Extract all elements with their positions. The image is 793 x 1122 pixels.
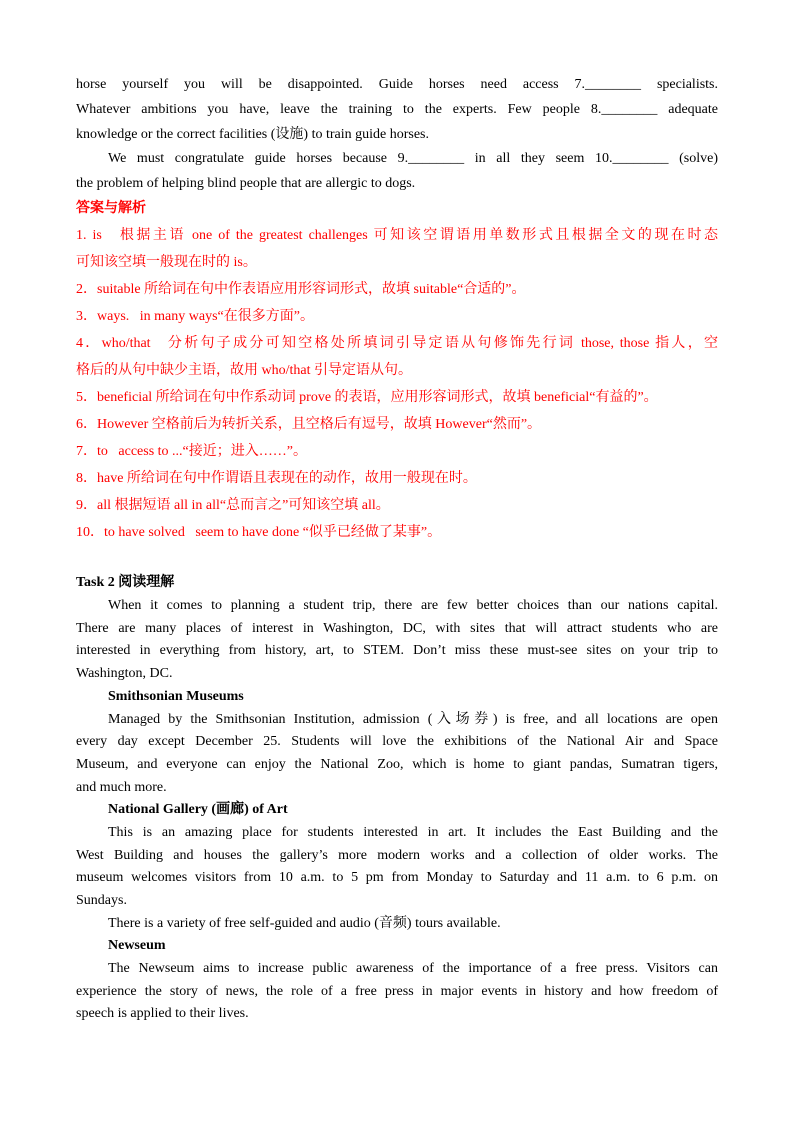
answer-item xyxy=(76,492,718,519)
answer-line: 9．all 根据短语 all in all“总而言之”可知该空填 all。 xyxy=(76,497,390,513)
passage-line: interested in everything from history, art, to STEM. Don’t miss these must-see sites on your trip to xyxy=(76,643,718,659)
answer-line: 8．have 所给词在句中作谓语且表现在的动作，故用一般现在时。 xyxy=(76,470,477,486)
answer-line: 10．to have solved seem to have done “似乎已经做了某事”。 xyxy=(76,524,442,540)
passage-line: Managed by the Smithsonian Institution, admission (入场券) is free, and all locations are open xyxy=(108,711,718,727)
passage-line: There is a variety of free self-guided and audio (音频) tours available. xyxy=(108,915,501,931)
passage-section xyxy=(76,686,718,799)
answer-item xyxy=(76,276,718,303)
passage-line: museum welcomes visitors from 10 a.m. to 5 pm from Monday to Saturday and 11 a.m. to 6 p.m. on xyxy=(76,870,718,886)
passage-line: The Newseum aims to increase public awareness of the importance of a free press. Visitors can xyxy=(108,961,718,977)
page-content xyxy=(76,73,718,1026)
section-title: Smithsonian Museums xyxy=(108,688,244,704)
passage-intro xyxy=(76,595,718,686)
section-spacer xyxy=(76,546,718,573)
answer-item xyxy=(76,411,718,438)
passage-paragraph xyxy=(76,913,718,936)
answer-line: 7．to access to ...“接近；进入……”。 xyxy=(76,443,307,459)
passage-line: West Building and houses the gallery’s more modern works and a collection of older works. The xyxy=(76,847,718,863)
answer-line: 1. is 根据主语 one of the greatest challenges 可知该空谓语用单数形式且根据全文的现在时态 xyxy=(76,227,718,243)
answer-item xyxy=(76,222,718,276)
answer-line: 6．However 空格前后为转折关系，且空格后有逗号，故填 However“然而”。 xyxy=(76,416,542,432)
passage-line: and much more. xyxy=(76,779,167,795)
cloze-line: knowledge or the correct facilities (设施) to train guide horses. xyxy=(76,126,429,142)
passage-line: This is an amazing place for students interested in art. It includes the East Building and the xyxy=(108,824,718,840)
passage-line: speech is applied to their lives. xyxy=(76,1006,249,1022)
passage-line: When it comes to planning a student trip, there are few better choices than our nations capital. xyxy=(108,598,718,614)
cloze-paragraph xyxy=(76,147,718,197)
section-title: Newseum xyxy=(108,938,166,954)
answer-line: 可知该空填一般现在时的 is。 xyxy=(76,254,257,270)
answer-item xyxy=(76,384,718,411)
cloze-line: the problem of helping blind people that are allergic to dogs. xyxy=(76,176,416,192)
passage-line: every day except December 25. Students will love the exhibitions of the National Air and Space xyxy=(76,734,718,750)
answer-line: 2．suitable 所给词在句中作表语应用形容词形式，故填 suitable“合适的”。 xyxy=(76,281,526,297)
passage-paragraph xyxy=(76,709,718,800)
answer-item xyxy=(76,465,718,492)
passage-line: Museum, and everyone can enjoy the National Zoo, which is home to giant pandas, Sumatran tigers, xyxy=(76,756,718,772)
task-heading: Task 2 阅读理解 xyxy=(76,575,175,591)
passage-section xyxy=(76,799,718,935)
passage-line: Washington, DC. xyxy=(76,666,173,682)
answer-list xyxy=(76,222,718,546)
passage-section xyxy=(76,935,718,1026)
cloze-passage xyxy=(76,73,718,197)
task2-reading xyxy=(76,572,718,1026)
answer-item xyxy=(76,438,718,465)
answer-heading: 答案与解析 xyxy=(76,200,146,216)
answer-line: 5．beneficial 所给词在句中作系动词 prove 的表语，应用形容词形式，故填 beneficial“有益的”。 xyxy=(76,389,658,405)
answer-item xyxy=(76,330,718,384)
cloze-line: Whatever ambitions you have, leave the training to the experts. Few people 8.________ adequate xyxy=(76,101,718,117)
answer-line: 格后的从句中缺少主语，故用 who/that 引导定语从句。 xyxy=(76,362,412,378)
answer-line: 3．ways. in many ways“在很多方面”。 xyxy=(76,308,314,324)
answer-item xyxy=(76,519,718,546)
passage-paragraph xyxy=(76,822,718,913)
cloze-paragraph xyxy=(76,73,718,147)
passage-line: There are many places of interest in Washington, DC, with sites that will attract students who are xyxy=(76,620,718,636)
passage-line: experience the story of news, the role of a free press in major events in history and how freedom of xyxy=(76,983,718,999)
passage-paragraph xyxy=(76,958,718,1026)
answer-item xyxy=(76,303,718,330)
passage-line: Sundays. xyxy=(76,893,127,908)
answer-line: 4．who/that 分析句子成分可知空格处所填词引导定语从句修饰先行词 those, those 指人，空 xyxy=(76,335,718,351)
section-title: National Gallery (画廊) of Art xyxy=(108,802,288,818)
cloze-line: We must congratulate guide horses because 9.________ in all they seem 10.________ (solve) xyxy=(108,151,718,167)
cloze-line: horse yourself you will be disappointed. Guide horses need access 7.________ specialists. xyxy=(76,77,718,92)
